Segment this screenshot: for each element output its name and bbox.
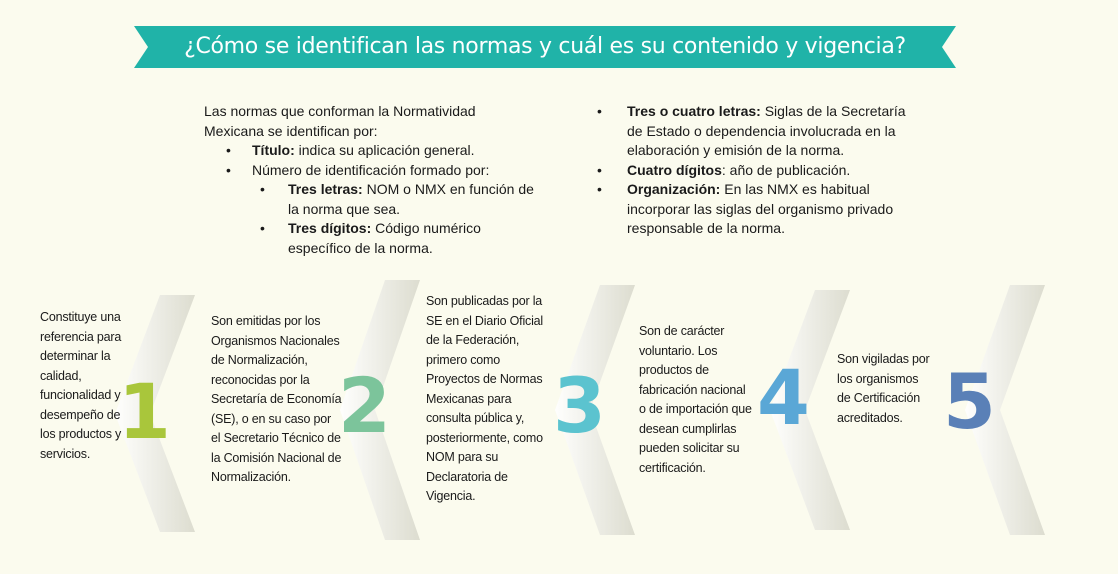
item-3-text: Son publicadas por la SE en el Diario Oficial de la Federación, primero como Proyectos de Normas Mexicanas para consulta pública y, posteriormente, como NOM para su Declaratoria de Vigencia.: [426, 294, 543, 503]
right-bullet-digits: • Cuatro dígitos: año de publicación.: [597, 161, 917, 181]
item-4-number: 4: [757, 353, 810, 442]
item-1-text: Constituye una referencia para determinar la calidad, funcionalidad y desempeño de los productos y servicios.: [40, 310, 122, 461]
item-5-text: Son vigiladas por los organismos de Certificación acreditados.: [837, 352, 930, 425]
item-2-number: 2: [338, 361, 391, 450]
intro-sub-digits: • Tres dígitos: Código numérico específico de la norma.: [204, 219, 534, 258]
item-2-text: Son emitidas por los Organismos Nacionales de Normalización, reconocidas por la Secretaría de Economía (SE), o en su caso por el Secretario Técnico de la Comisión Nacional de Normalización.: [211, 314, 342, 484]
right-bullet-organization: • Organización: En las NMX es habitual incorporar las siglas del organismo privado responsable de la norma.: [597, 180, 917, 239]
intro-sub-letters: • Tres letras: NOM o NMX en función de la norma que sea.: [204, 180, 534, 219]
intro-bullet-title: • Título: indica su aplicación general.: [204, 141, 534, 161]
item-1-number: 1: [118, 367, 171, 456]
intro-bullet-number: • Número de identificación formado por:: [204, 161, 534, 181]
item-3-number: 3: [553, 361, 606, 450]
intro-lead: Las normas que conforman la Normatividad Mexicana se identifican por:: [204, 103, 476, 139]
item-5-number: 5: [943, 357, 996, 446]
item-4-text: Son de carácter voluntario. Los productos de fabricación nacional o de importación que desean cumplirlas pueden solicitar su certificación.: [639, 324, 752, 475]
page-title: ¿Cómo se identifican las normas y cuál es su contenido y vigencia?: [184, 34, 906, 59]
right-bullet-letters: • Tres o cuatro letras: Siglas de la Secretaría de Estado o dependencia involucrada en la elaboración y emisión de la norma.: [597, 102, 917, 161]
